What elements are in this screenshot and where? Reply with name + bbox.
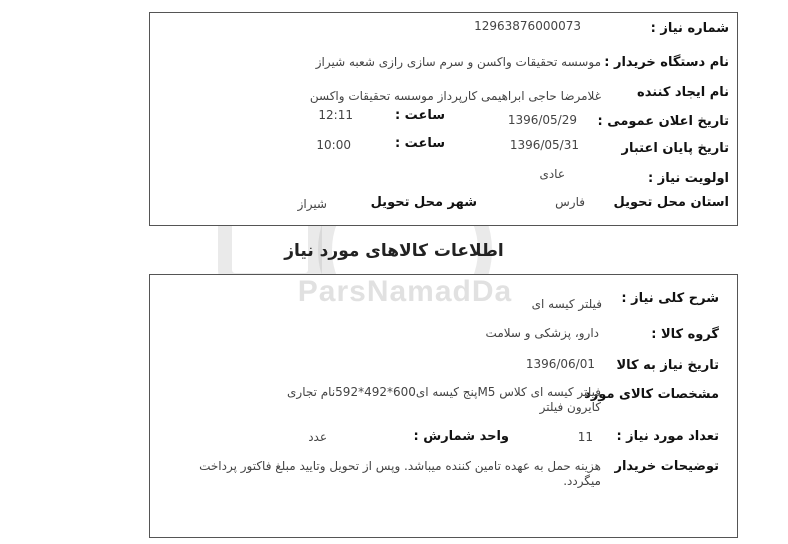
quantity-value: 11 bbox=[577, 430, 593, 444]
need-date-label: تاریخ نیاز به کالا bbox=[616, 358, 719, 373]
summary-value: فیلتر کیسه ای bbox=[531, 297, 602, 311]
announce-date-value: 1396/05/29 bbox=[507, 113, 577, 127]
group-value: دارو، پزشکی و سلامت bbox=[485, 326, 599, 340]
province-value: فارس bbox=[555, 195, 585, 209]
goods-info-panel bbox=[149, 274, 738, 538]
watermark-text: ParsNamadDa bbox=[297, 275, 513, 308]
unit-value: عدد bbox=[308, 430, 327, 444]
creator-value: غلامرضا حاجی ابراهیمی کارپرداز موسسه تحقیقات واکسن bbox=[309, 89, 601, 103]
announce-date-label: تاریخ اعلان عمومی : bbox=[597, 114, 729, 129]
city-value: شیراز bbox=[297, 197, 327, 211]
expiry-time-value: 10:00 bbox=[316, 138, 351, 152]
buyer-org-label: نام دستگاه خریدار : bbox=[604, 55, 729, 70]
specs-label: مشخصات کالای مورد bbox=[584, 387, 719, 402]
need-number-value: 12963876000073 bbox=[474, 19, 581, 33]
announce-time-label: ساعت : bbox=[394, 108, 445, 123]
expiry-date-value: 1396/05/31 bbox=[509, 138, 579, 152]
need-info-panel bbox=[149, 12, 738, 226]
province-label: استان محل تحویل bbox=[613, 195, 729, 210]
quantity-label: تعداد مورد نیاز : bbox=[616, 429, 719, 444]
need-date-value: 1396/06/01 bbox=[525, 357, 595, 371]
expiry-time-label: ساعت : bbox=[394, 136, 445, 151]
unit-label: واحد شمارش : bbox=[413, 429, 509, 444]
announce-time-value: 12:11 bbox=[318, 108, 353, 122]
summary-label: شرح کلی نیاز : bbox=[621, 291, 719, 306]
buyer-notes-value: هزینه حمل به عهده تامین کننده میباشد. وپس از تحویل وتایید مبلغ فاکتور پرداخت میگردد. bbox=[199, 459, 601, 488]
need-number-label: شماره نیاز : bbox=[650, 21, 729, 36]
priority-value: عادی bbox=[539, 167, 565, 181]
buyer-notes-label: توضیحات خریدار bbox=[614, 459, 719, 474]
group-label: گروه کالا : bbox=[651, 327, 719, 342]
specs-value: فیلتر کیسه ای کلاس M5پنج کیسه ای600*492*592نام تجاری کایرون فیلتر bbox=[287, 385, 601, 414]
expiry-date-label: تاریخ پایان اعتبار bbox=[621, 141, 729, 156]
creator-label: نام ایجاد کننده bbox=[637, 85, 729, 100]
goods-section-title: اطلاعات کالاهای مورد نیاز bbox=[284, 241, 504, 261]
buyer-org-value: موسسه تحقیقات واکسن و سرم سازی رازی شعبه شیراز bbox=[315, 55, 601, 69]
city-label: شهر محل تحویل bbox=[370, 195, 477, 210]
priority-label: اولویت نیاز : bbox=[647, 171, 729, 186]
